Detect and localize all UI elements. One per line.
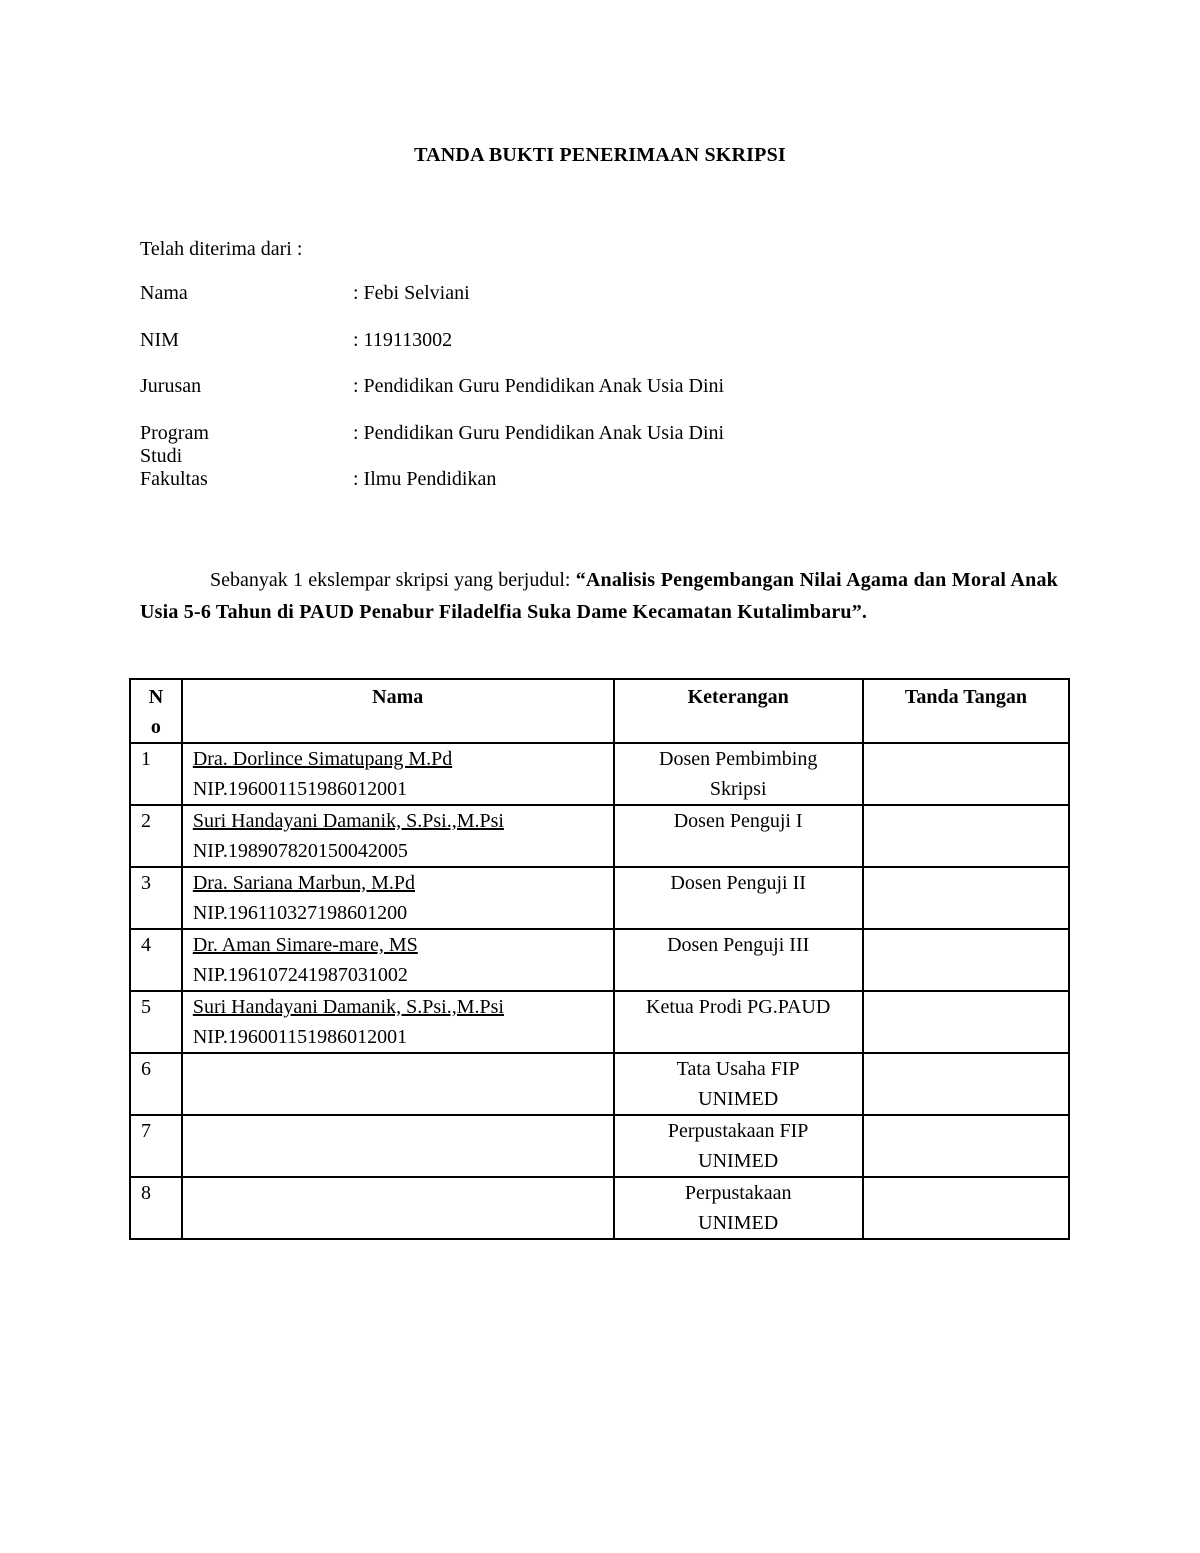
person-name: Dra. Dorlince Simatupang M.Pd: [192, 748, 453, 770]
table-row: [130, 805, 1069, 867]
keterangan-line2: Skripsi: [709, 778, 767, 800]
row-keterangan: [614, 1053, 863, 1115]
field-label: Jurusan: [140, 375, 202, 397]
intro-text: Telah diterima dari :: [140, 238, 303, 260]
row-name-cell: [182, 743, 614, 805]
row-name-cell: [182, 1177, 614, 1239]
row-keterangan: [614, 867, 863, 929]
row-number: 3: [130, 867, 182, 929]
row-keterangan: [614, 743, 863, 805]
paragraph-prefix: Sebanyak 1 ekslempar skripsi yang berjudul:: [210, 569, 576, 591]
field-label: NIM: [140, 328, 179, 351]
signature-cell[interactable]: [863, 1053, 1069, 1115]
field-label: Fakultas: [140, 468, 208, 490]
signature-cell[interactable]: [863, 805, 1069, 867]
field-value: : Febi Selviani: [353, 282, 470, 304]
keterangan-line1: Tata Usaha FIP: [676, 1058, 800, 1080]
keterangan-line1: Ketua Prodi PG.PAUD: [646, 996, 831, 1018]
row-keterangan: [614, 991, 863, 1053]
person-nip: NIP.196110327198601200: [192, 902, 408, 924]
keterangan-line1: Perpustakaan FIP: [667, 1120, 809, 1142]
thesis-paragraph: [140, 565, 1058, 628]
field-value: : Pendidikan Guru Pendidikan Anak Usia Dini: [353, 421, 725, 444]
table-row: [130, 743, 1069, 805]
table-row: [130, 1177, 1069, 1239]
table-header-row: [130, 679, 1069, 743]
row-number: 5: [130, 991, 182, 1053]
keterangan-line2: UNIMED: [698, 1150, 779, 1172]
field-label: Nama: [140, 282, 188, 304]
field-value: : 119113002: [353, 328, 453, 351]
row-number: 1: [130, 743, 182, 805]
row-number: 4: [130, 929, 182, 991]
field-label: Program Studi: [140, 421, 209, 467]
signature-table: [129, 678, 1070, 1240]
row-number: 6: [130, 1053, 182, 1115]
person-nip: NIP.196001151986012001: [192, 778, 408, 800]
row-name-cell: [182, 991, 614, 1053]
signature-cell[interactable]: [863, 991, 1069, 1053]
row-name-cell: [182, 1053, 614, 1115]
row-number: 2: [130, 805, 182, 867]
table-row: [130, 929, 1069, 991]
row-name-cell: [182, 867, 614, 929]
field-value: : Pendidikan Guru Pendidikan Anak Usia Dini: [353, 375, 725, 397]
person-name: Dra. Sariana Marbun, M.Pd: [192, 872, 416, 894]
person-name: Dr. Aman Simare-mare, MS: [192, 934, 418, 956]
person-nip: NIP.198907820150042005: [192, 840, 408, 862]
table-row: [130, 1053, 1069, 1115]
field-value: : Ilmu Pendidikan: [353, 468, 497, 490]
person-nip: NIP.196001151986012001: [192, 1026, 408, 1048]
keterangan-line1: Dosen Pembimbing: [659, 748, 818, 770]
signature-cell[interactable]: [863, 743, 1069, 805]
signature-cell[interactable]: [863, 1115, 1069, 1177]
row-name-cell: [182, 1115, 614, 1177]
signature-cell[interactable]: [863, 867, 1069, 929]
header-no-line2: o: [150, 716, 161, 738]
table-row: [130, 991, 1069, 1053]
keterangan-line2: UNIMED: [698, 1212, 779, 1234]
row-number: 7: [130, 1115, 182, 1177]
header-keterangan: Keterangan: [614, 679, 863, 743]
row-name-cell: [182, 805, 614, 867]
row-keterangan: [614, 1177, 863, 1239]
person-name: Suri Handayani Damanik, S.Psi.,M.Psi: [192, 810, 504, 832]
document-title: TANDA BUKTI PENERIMAAN SKRIPSI: [414, 144, 786, 166]
row-keterangan: [614, 929, 863, 991]
keterangan-line1: Perpustakaan: [684, 1182, 792, 1204]
person-name: Suri Handayani Damanik, S.Psi.,M.Psi: [192, 996, 504, 1018]
keterangan-line1: Dosen Penguji II: [670, 872, 806, 894]
row-number: 8: [130, 1177, 182, 1239]
row-name-cell: [182, 929, 614, 991]
signature-cell[interactable]: [863, 929, 1069, 991]
keterangan-line2: UNIMED: [698, 1088, 779, 1110]
signature-cell[interactable]: [863, 1177, 1069, 1239]
row-keterangan: [614, 805, 863, 867]
table-row: [130, 1115, 1069, 1177]
person-nip: NIP.196107241987031002: [192, 964, 408, 986]
header-no: [130, 679, 182, 743]
table-row: [130, 867, 1069, 929]
row-keterangan: [614, 1115, 863, 1177]
header-nama: Nama: [182, 679, 614, 743]
header-no-line1: N: [148, 686, 164, 708]
keterangan-line1: Dosen Penguji III: [667, 934, 810, 956]
keterangan-line1: Dosen Penguji I: [673, 810, 803, 832]
thesis-title: “Analisis Pengembangan Nilai Agama dan Moral Anak Usia 5-6 Tahun di PAUD Penabur Filadelfia Suka Dame Kecamatan Kutalimbaru”.: [140, 569, 1058, 623]
header-tanda-tangan: Tanda Tangan: [863, 679, 1069, 743]
